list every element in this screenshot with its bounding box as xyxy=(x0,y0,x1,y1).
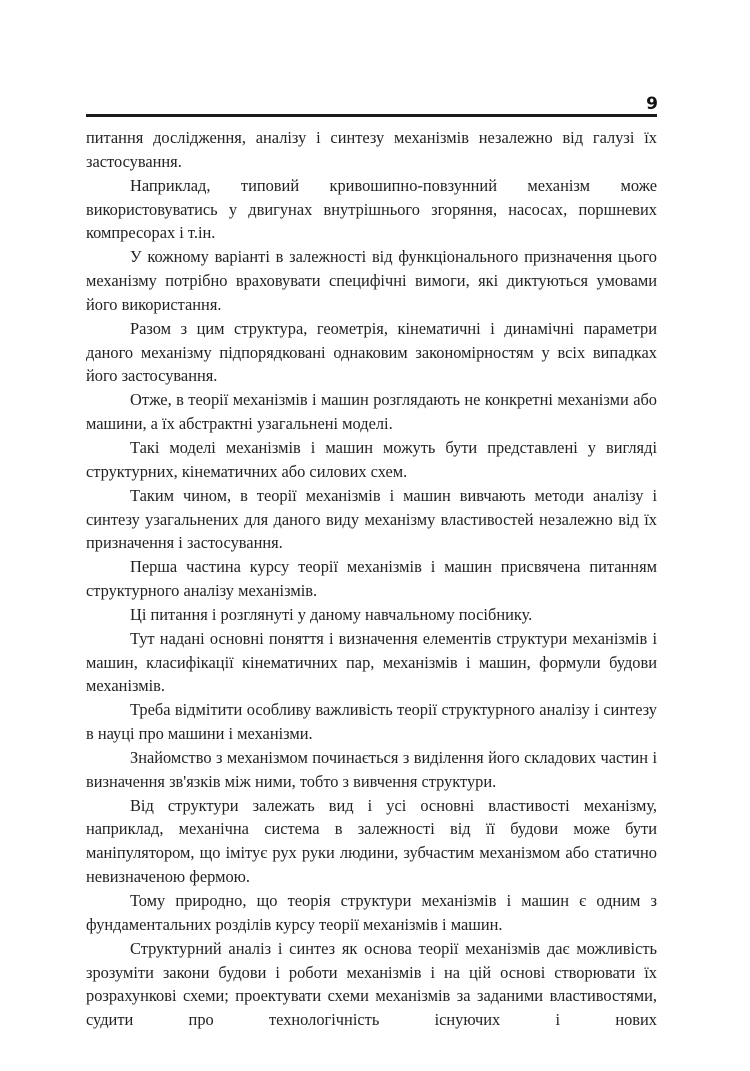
paragraph: Від структури залежать вид і усі основні властивості механізму, наприклад, механічна система в залежності від її будови може бути маніпулятором, що імітує рух руки людини, зубчастим механізмом або статично невизначеною фермою. xyxy=(86,795,657,887)
paragraph: У кожному варіанті в залежності від функціонального призначення цього механізму потрібно враховувати специфічні вимоги, які диктуються умовами його використання. xyxy=(86,247,657,314)
body-text xyxy=(86,126,657,1032)
paragraph: Таким чином, в теорії механізмів і машин вивчають методи аналізу і синтезу узагальнених для даного виду механізму властивостей незалежно від їх призначення і застосування. xyxy=(86,485,657,553)
paragraph: Знайомство з механізмом починається з виділення його складових частин і визначення зв'язків між ними, тобто з вивчення структури. xyxy=(86,747,657,791)
paragraph: Отже, в теорії механізмів і машин розглядають не конкретні механізми або машини, а їх абстрактні узагальнені моделі. xyxy=(86,390,657,434)
paragraph: Треба відмітити особливу важливість теорії структурного аналізу і синтезу в науці про машини і механізми. xyxy=(86,700,657,744)
paragraph: питання дослідження, аналізу і синтезу механізмів незалежно від галузі їх застосування. xyxy=(86,128,657,171)
header-rule xyxy=(86,114,657,117)
paragraph: Тут надані основні поняття і визначення елементів структури механізмів і машин, класифікації кінематичних пар, механізмів і машин, формули будови механізмів. xyxy=(86,628,657,696)
paragraph: Перша частина курсу теорії механізмів і машин присвячена питанням структурного аналізу механізмів. xyxy=(86,557,657,601)
paragraph: Тому природно, що теорія структури механізмів і машин є одним з фундаментальних розділів курсу теорії механізмів і машин. xyxy=(86,891,657,934)
paragraph: Разом з цим структура, геометрія, кінематичні і динамічні параметри даного механізму підпорядковані однаковим закономірностям у всіх випадках його застосування. xyxy=(86,318,657,386)
paragraph: Наприклад, типовий кривошипно-повзунний механізм може використовуватись у двигунах внутрішнього згоряння, насосах, поршневих компресорах і т.ін. xyxy=(86,175,657,243)
paragraph: Структурний аналіз і синтез як основа теорії механізмів дає можливість зрозуміти закони будови і роботи механізмів і на цій основі створювати їх розрахункові схеми; проектувати схеми механізмів за заданими властивостями, судити про технологічність існуючих і нових xyxy=(86,938,657,1030)
page-number: 9 xyxy=(646,94,658,114)
paragraph: Такі моделі механізмів і машин можуть бути представлені у вигляді структурних, кінематичних або силових схем. xyxy=(86,437,657,481)
paragraph: Ці питання і розглянуті у даному навчальному посібнику. xyxy=(130,604,533,624)
